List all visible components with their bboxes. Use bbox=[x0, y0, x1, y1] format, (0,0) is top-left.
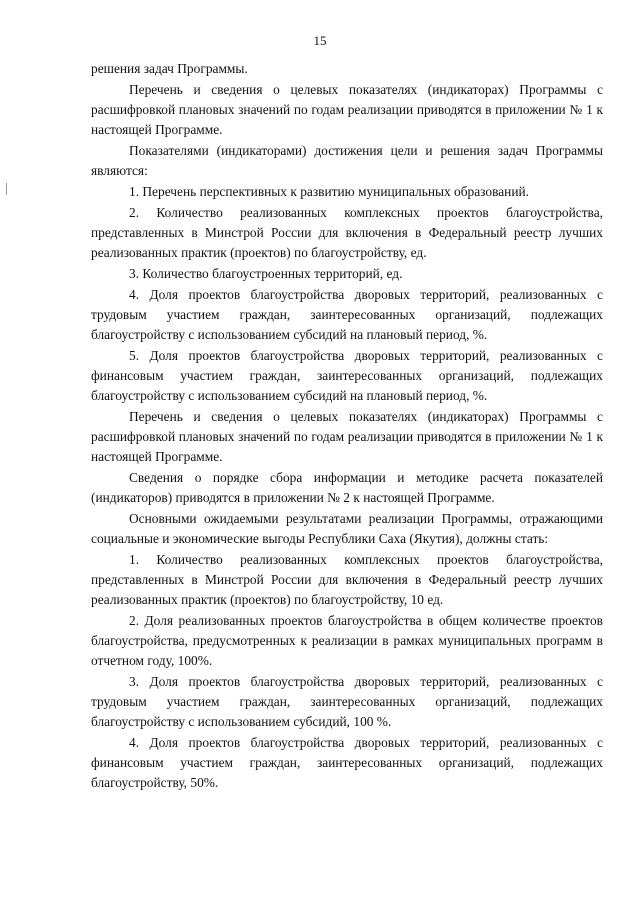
paragraph-indicators-reference: Перечень и сведения о целевых показателях (индикаторах) Программы с расшифровкой плановых значений по годам реализации приводятся в приложении № 1 к настоящей Программе. bbox=[91, 82, 603, 137]
result-item-3: 3. Доля проектов благоустройства дворовых территорий, реализованных с трудовым участием граждан, заинтересованных организаций, подлежащих благоустройству с использованием субсидий, 100 %. bbox=[91, 674, 603, 729]
paragraph-indicators-intro: Показателями (индикаторами) достижения цели и решения задач Программы являются: bbox=[91, 143, 603, 178]
scan-edge-mark bbox=[6, 183, 7, 195]
indicator-item-5: 5. Доля проектов благоустройства дворовых территорий, реализованных с финансовым участием граждан, заинтересованных организаций, подлежащих благоустройству с использованием субсидий на плановый период, %. bbox=[91, 348, 603, 403]
indicator-item-1: 1. Перечень перспективных к развитию муниципальных образований. bbox=[129, 184, 530, 199]
indicator-item-4: 4. Доля проектов благоустройства дворовых территорий, реализованных с трудовым участием граждан, заинтересованных организаций, подлежащих благоустройству с использованием субсидий на плановый период, %. bbox=[91, 287, 603, 342]
indicator-item-3: 3. Количество благоустроенных территорий, ед. bbox=[129, 266, 403, 281]
result-item-1: 1. Количество реализованных комплексных проектов благоустройства, представленных в Минстрой России для включения в Федеральный реестр лучших реализованных практик (проектов) по благоустройству, 10 ед. bbox=[91, 552, 603, 607]
result-item-4: 4. Доля проектов благоустройства дворовых территорий, реализованных с финансовым участием граждан, заинтересованных организаций, подлежащих благоустройству, 50%. bbox=[91, 735, 603, 790]
indicator-item-2: 2. Количество реализованных комплексных проектов благоустройства, представленных в Минстрой России для включения в Федеральный реестр лучших реализованных практик (проектов) по благоустройству, ед. bbox=[91, 205, 603, 260]
result-item-2: 2. Доля реализованных проектов благоустройства в общем количестве проектов благоустройства, предусмотренных к реализации в рамках муниципальных программ в отчетном году, 100%. bbox=[91, 613, 603, 668]
paragraph-expected-results-intro: Основными ожидаемыми результатами реализации Программы, отражающими социальные и экономические выгоды Республики Саха (Якутия), должны стать: bbox=[91, 511, 603, 546]
page-number: 15 bbox=[313, 33, 327, 48]
document-body bbox=[91, 59, 603, 793]
paragraph-methodology-reference: Сведения о порядке сбора информации и методике расчета показателей (индикаторов) приводятся в приложении № 2 к настоящей Программе. bbox=[91, 470, 603, 505]
paragraph-continuation: решения задач Программы. bbox=[91, 61, 248, 76]
paragraph-indicators-reference-repeat: Перечень и сведения о целевых показателях (индикаторах) Программы с расшифровкой плановых значений по годам реализации приводятся в приложении № 1 к настоящей Программе. bbox=[91, 409, 603, 464]
